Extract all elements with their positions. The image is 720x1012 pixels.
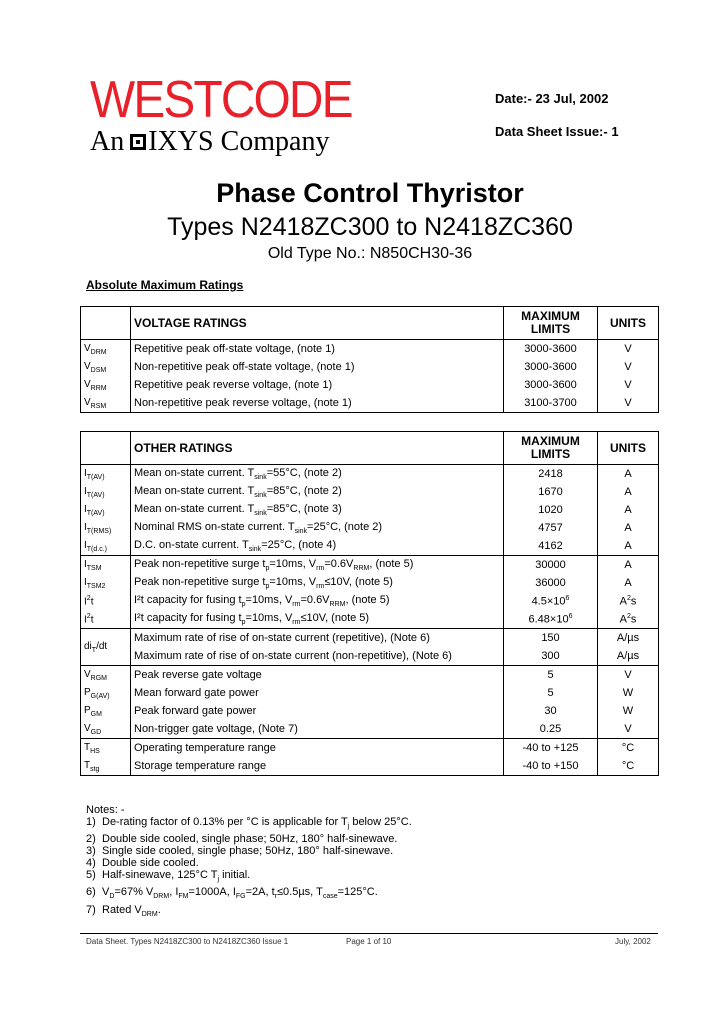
unit: A/µs xyxy=(598,647,659,666)
value: 300 xyxy=(504,647,598,666)
table-row xyxy=(81,684,659,702)
value: 30000 xyxy=(504,556,598,575)
table-row xyxy=(81,465,659,484)
notes-heading: Notes: - xyxy=(86,804,125,816)
unit: V xyxy=(598,376,659,394)
old-type-number: Old Type No.: N850CH30-36 xyxy=(267,245,473,262)
table-row xyxy=(81,340,659,359)
type-range: Types N2418ZC300 to N2418ZC360 xyxy=(167,213,573,241)
description: Repetitive peak reverse voltage, (note 1) xyxy=(131,376,504,394)
symbol: $di_T/dt$ xyxy=(81,629,131,666)
description: Mean on-state current. $T_{sink}=85^\circ C$, (note 3) xyxy=(131,501,504,519)
unit: A/µs xyxy=(598,629,659,648)
unit: V xyxy=(598,358,659,376)
symbol: $V_{GD}$ xyxy=(81,720,131,739)
unit: W xyxy=(598,684,659,702)
symbol: $I_{T(d.c.)}$ xyxy=(81,537,131,556)
table-header-row xyxy=(81,432,659,465)
value: 0.25 xyxy=(504,720,598,739)
table-row xyxy=(81,483,659,501)
symbol: $I_{T(AV)}$ xyxy=(81,465,131,484)
unit: $A^2s$ xyxy=(598,610,659,629)
description: Maximum rate of rise of on-state current (repetitive), (Note 6) xyxy=(131,629,504,648)
note-item: 3) Single side cooled, single phase; 50Hz, 180° half-sinewave. xyxy=(86,845,394,858)
table-row xyxy=(81,556,659,575)
voltage-ratings-table xyxy=(80,306,659,413)
unit: V xyxy=(598,340,659,359)
note-item: 5) Half-sinewave, 125°C $T_j$ initial. xyxy=(86,869,251,884)
symbol: $P_{G(AV)}$ xyxy=(81,684,131,702)
symbol: $V_{DRM}$ xyxy=(81,340,131,359)
table-row xyxy=(81,519,659,537)
symbol: $T_{stg}$ xyxy=(81,757,131,776)
other-ratings-table xyxy=(80,431,659,776)
symbol: $I^2t$ xyxy=(81,592,131,610)
unit: °C xyxy=(598,757,659,776)
unit: A xyxy=(598,483,659,501)
description: Operating temperature range xyxy=(131,739,504,758)
description: Nominal RMS on-state current. $T_{sink}=25^\circ C$, (note 2) xyxy=(131,519,504,537)
tagline-company: IXYS Company xyxy=(148,126,330,157)
footer-divider xyxy=(80,933,658,934)
header-units: UNITS xyxy=(598,307,659,340)
value: 4162 xyxy=(504,537,598,556)
description: Peak forward gate power xyxy=(131,702,504,720)
description: Peak non-repetitive surge $t_p=10ms$, $V_{rm}\le 10V$, (note 5) xyxy=(131,574,504,592)
symbol: $T_{HS}$ xyxy=(81,739,131,758)
symbol: $I_{T(AV)}$ xyxy=(81,501,131,519)
table-row xyxy=(81,610,659,629)
unit: A xyxy=(598,556,659,575)
unit: A xyxy=(598,574,659,592)
value: 1020 xyxy=(504,501,598,519)
value: 3000-3600 xyxy=(504,340,598,359)
description: Maximum rate of rise of on-state current (non-repetitive), (Note 6) xyxy=(131,647,504,666)
description: Non-trigger gate voltage, (Note 7) xyxy=(131,720,504,739)
symbol: $P_{GM}$ xyxy=(81,702,131,720)
value: 3000-3600 xyxy=(504,358,598,376)
note-item: 6) $V_D=67\%$ $V_{DRM}$, $I_{FM}=1000A$, $I_{FG}=2A$, $t_r\le 0.5\mu s$, $T_{case}=125^\circ C$. xyxy=(86,886,378,901)
table-row xyxy=(81,720,659,739)
description: Mean on-state current. $T_{sink}=55^\circ C$, (note 2) xyxy=(131,465,504,484)
unit: °C xyxy=(598,739,659,758)
notes xyxy=(86,804,412,921)
table-row xyxy=(81,537,659,556)
header-limits: MAXIMUM LIMITS xyxy=(504,307,598,340)
table-row xyxy=(81,376,659,394)
note-item: 7) Rated $V_{DRM}$. xyxy=(86,903,161,918)
description: I²t capacity for fusing $t_p=10ms$, $V_{rm}\le 10V$, (note 5) xyxy=(131,610,504,629)
note-item: 4) Double side cooled. xyxy=(86,857,199,870)
symbol: $I_{T(RMS)}$ xyxy=(81,519,131,537)
table-row xyxy=(81,574,659,592)
ixys-square-icon xyxy=(130,134,146,150)
unit: V xyxy=(598,666,659,685)
footer-date: July, 2002 xyxy=(615,937,651,946)
document-date: Date:- 23 Jul, 2002 xyxy=(495,91,609,106)
header-limits: MAXIMUM LIMITS xyxy=(504,432,598,465)
note-item: 1) De-rating factor of 0.13% per °C is applicable for $T_j$ below 25°C. xyxy=(86,816,412,831)
value: 30 xyxy=(504,702,598,720)
table-row xyxy=(81,666,659,685)
header-units: UNITS xyxy=(598,432,659,465)
table-row xyxy=(81,358,659,376)
footer-doc-title: Data Sheet. Types N2418ZC300 to N2418ZC360 Issue 1 xyxy=(86,937,289,946)
note-item: 2) Double side cooled, single phase; 50Hz, 180° half-sinewave. xyxy=(86,833,398,846)
table-row xyxy=(81,702,659,720)
table-row xyxy=(81,501,659,519)
value: $6.48\times 10^6$ xyxy=(504,610,598,629)
unit: $A^2s$ xyxy=(598,592,659,610)
symbol: $I_{T(AV)}$ xyxy=(81,483,131,501)
unit: A xyxy=(598,465,659,484)
unit: A xyxy=(598,537,659,556)
description: Storage temperature range xyxy=(131,757,504,776)
westcode-logo: WESTCODE xyxy=(90,71,352,129)
description: Peak reverse gate voltage xyxy=(131,666,504,685)
tagline-prefix: An xyxy=(90,126,125,157)
value: 4757 xyxy=(504,519,598,537)
table-row xyxy=(81,757,659,776)
value: $4.5\times 10^6$ xyxy=(504,592,598,610)
value: 1670 xyxy=(504,483,598,501)
value: 36000 xyxy=(504,574,598,592)
value: -40 to +125 xyxy=(504,739,598,758)
description: Non-repetitive peak off-state voltage, (note 1) xyxy=(131,358,504,376)
footer-page-number: Page 1 of 10 xyxy=(346,937,392,946)
value: 150 xyxy=(504,629,598,648)
symbol: $I_{TSM}$ xyxy=(81,556,131,575)
symbol: $V_{DSM}$ xyxy=(81,358,131,376)
header-label: VOLTAGE RATINGS xyxy=(131,307,504,340)
value: -40 to +150 xyxy=(504,757,598,776)
value: 2418 xyxy=(504,465,598,484)
ixys-tagline xyxy=(90,128,329,156)
symbol: $V_{RRM}$ xyxy=(81,376,131,394)
symbol: $V_{RGM}$ xyxy=(81,666,131,685)
table-row xyxy=(81,739,659,758)
page-title: Phase Control Thyristor xyxy=(216,178,524,208)
description: Peak non-repetitive surge $t_p=10ms$, $V_{rm}=0.6V_{RRM}$, (note 5) xyxy=(131,556,504,575)
table-row xyxy=(81,647,659,666)
header-label: OTHER RATINGS xyxy=(131,432,504,465)
symbol: $I_{TSM2}$ xyxy=(81,574,131,592)
unit: V xyxy=(598,720,659,739)
table-row xyxy=(81,629,659,648)
data-sheet-issue: Data Sheet Issue:- 1 xyxy=(495,124,619,139)
table-header-row xyxy=(81,307,659,340)
value: 5 xyxy=(504,684,598,702)
unit: A xyxy=(598,519,659,537)
section-heading: Absolute Maximum Ratings xyxy=(86,278,244,292)
unit: A xyxy=(598,501,659,519)
unit: V xyxy=(598,394,659,413)
value: 5 xyxy=(504,666,598,685)
table-row xyxy=(81,394,659,413)
unit: W xyxy=(598,702,659,720)
symbol: $V_{RSM}$ xyxy=(81,394,131,413)
description: Mean forward gate power xyxy=(131,684,504,702)
description: I²t capacity for fusing $t_p=10ms$, $V_{rm}=0.6V_{RRM}$, (note 5) xyxy=(131,592,504,610)
description: Repetitive peak off-state voltage, (note 1) xyxy=(131,340,504,359)
value: 3100-3700 xyxy=(504,394,598,413)
description: Non-repetitive peak reverse voltage, (note 1) xyxy=(131,394,504,413)
value: 3000-3600 xyxy=(504,376,598,394)
symbol: $I^2t$ xyxy=(81,610,131,629)
description: D.C. on-state current. $T_{sink}=25^\circ C$, (note 4) xyxy=(131,537,504,556)
description: Mean on-state current. $T_{sink}=85^\circ C$, (note 2) xyxy=(131,483,504,501)
table-row xyxy=(81,592,659,610)
